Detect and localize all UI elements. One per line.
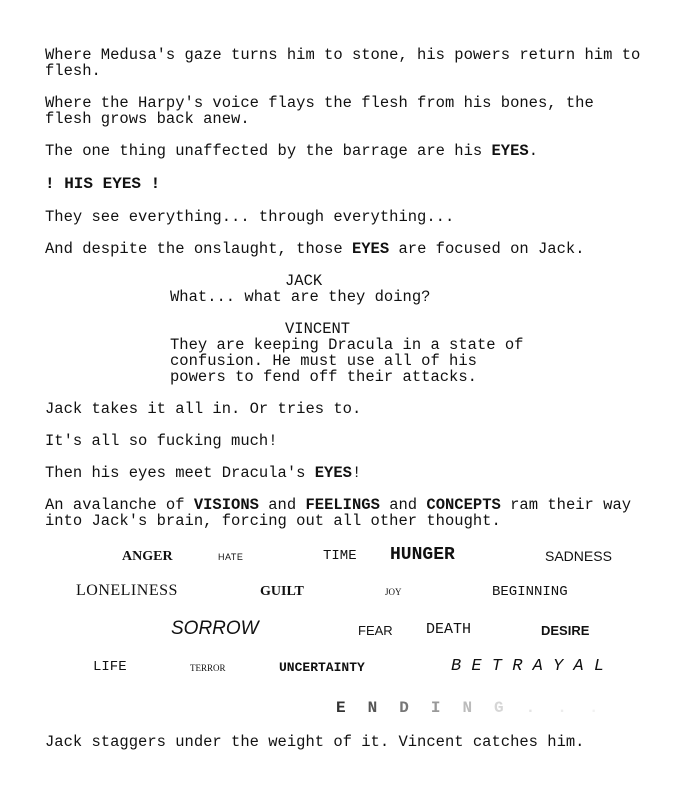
word-hunger: HUNGER [390, 545, 455, 565]
text-segment: . [528, 142, 539, 160]
ending-letter: I [430, 699, 441, 717]
action-so-much: It's all so fucking much! [45, 432, 278, 450]
word-betrayal: B E T R A Y A L [451, 657, 605, 676]
emphasis-visions: VISIONS [193, 496, 259, 514]
text-segment: are focused on Jack. [389, 240, 585, 258]
text-segment: and [258, 496, 306, 514]
action-avalanche [45, 497, 645, 529]
ending-letter: G [494, 699, 504, 717]
text-segment: And despite the onslaught, those [45, 240, 352, 258]
word-death: DEATH [426, 621, 472, 638]
ending-letter: E [336, 699, 346, 717]
word-guilt: GUILT [260, 584, 304, 599]
word-desire: DESIRE [541, 623, 590, 638]
text-segment: ram their way into Jack's brain, forcing out all other thought. [45, 496, 641, 530]
action-medusa: Where Medusa's gaze turns him to stone, his powers return him to flesh. [45, 46, 650, 80]
word-sadness: SADNESS [545, 548, 612, 564]
ending-letter: N [367, 699, 378, 717]
ending-letter: . [525, 699, 536, 717]
word-uncertainty: UNCERTAINTY [279, 660, 365, 675]
dialogue-jack: What... what are they doing? [170, 288, 431, 306]
ending-letter: N [462, 699, 473, 717]
action-onslaught [45, 241, 645, 257]
text-segment: and [379, 496, 427, 514]
text-segment: Then his eyes meet Dracula's [45, 464, 315, 482]
word-beginning: BEGINNING [492, 584, 568, 600]
word-sorrow: SORROW [171, 618, 259, 639]
emphasis-feelings: FEELINGS [305, 496, 380, 514]
action-his-eyes: ! HIS EYES ! [45, 175, 161, 193]
emphasis-eyes: EYES [351, 240, 390, 258]
word-time: TIME [323, 548, 357, 564]
action-eyes-meet [45, 465, 645, 481]
character-cue-jack: JACK [285, 272, 323, 290]
word-life: LIFE [93, 659, 127, 675]
action-barrage [45, 143, 645, 159]
word-hate: HATE [218, 552, 244, 562]
word-terror: TERROR [190, 663, 226, 673]
action-takes-it-in: Jack takes it all in. Or tries to. [45, 400, 362, 418]
emphasis-concepts: CONCEPTS [426, 496, 501, 514]
word-ending [336, 700, 620, 717]
action-harpy: Where the Harpy's voice flays the flesh from his bones, the flesh grows back anew. [45, 94, 604, 128]
word-anger: ANGER [122, 549, 173, 564]
text-segment: An avalanche of [45, 496, 194, 514]
emphasis-eyes: EYES [314, 464, 352, 482]
text-segment: The one thing unaffected by the barrage are his [45, 142, 492, 160]
dialogue-vincent: They are keeping Dracula in a state of confusion. He must use all of his powers to fend off their attacks. [170, 336, 533, 386]
text-segment: ! [351, 464, 362, 482]
ending-letter: D [399, 699, 409, 717]
action-see-everything: They see everything... through everything... [45, 208, 455, 226]
word-fear: FEAR [358, 623, 393, 638]
word-loneliness: LONELINESS [76, 582, 178, 599]
ending-letter: . [588, 699, 599, 717]
ending-letter: . [557, 699, 567, 717]
action-staggers: Jack staggers under the weight of it. Vincent catches him. [45, 733, 585, 751]
word-joy: JOY [385, 587, 402, 597]
emphasis-eyes: EYES [491, 142, 529, 160]
character-cue-vincent: VINCENT [285, 320, 351, 338]
